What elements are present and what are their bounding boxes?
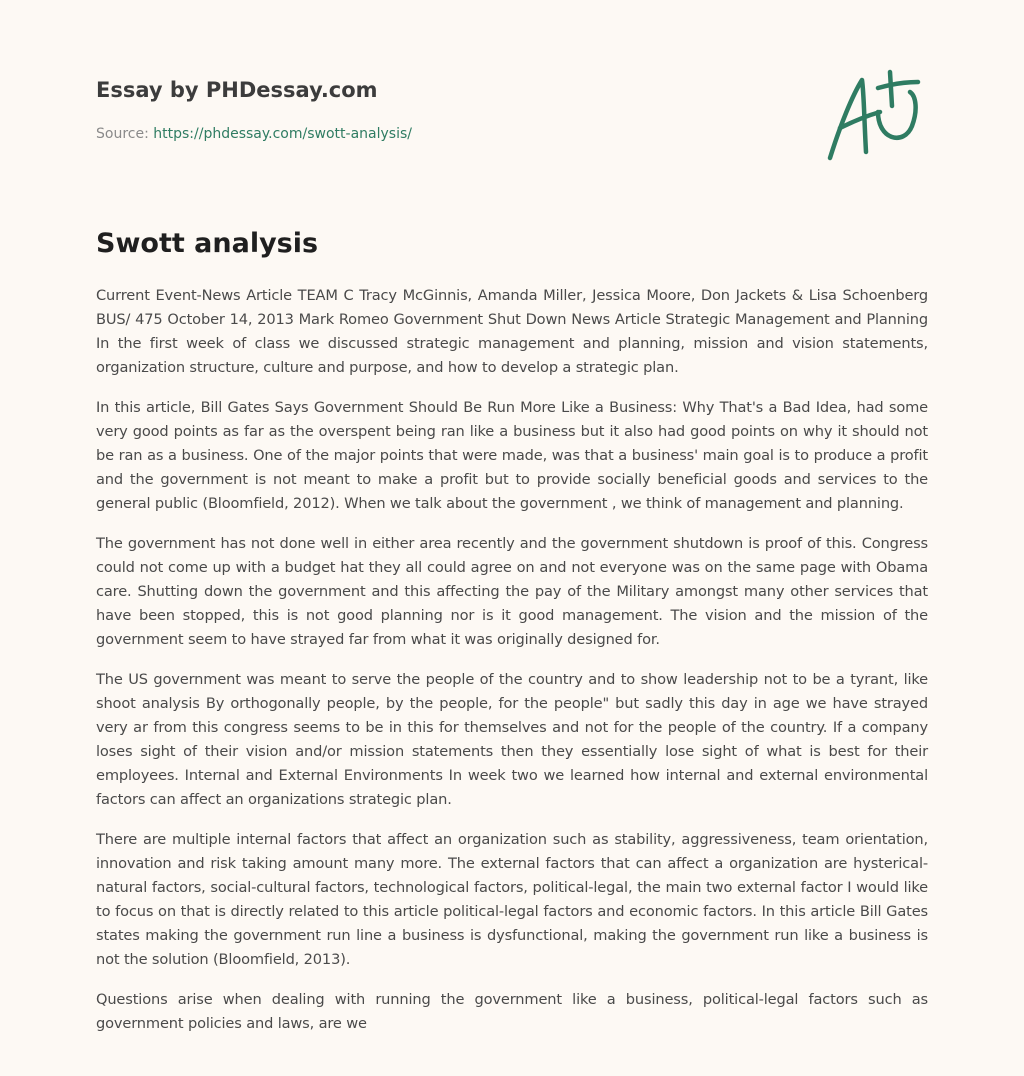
article-paragraph: The US government was meant to serve the people of the country and to show leadership not to be a tyrant, like shoot analysis By orthogonally people, by the people, for the people" but sadly this day in age we have strayed very ar from this congress seems to be in this for themselves and not for the people of the country. If a company loses sight of their vision and/or mission statements then they essentially lose sight of what is best for their employees. Internal and External Environments In week two we learned how internal and external environmental factors can affect an organizations strategic plan. xyxy=(96,671,928,808)
article-paragraph: There are multiple internal factors that affect an organization such as stability, aggressiveness, team orientation, innovation and risk taking amount many more. The external factors that can affect a organization are hysterical-natural factors, social-cultural factors, technological factors, political-legal, the main two external factor I would like to focus on that is directly related to this article political-legal factors and economic factors. In this article Bill Gates states making the government run line a business is dysfunctional, making the government run like a business is not the solution (Bloomfield, 2013). xyxy=(96,831,928,968)
article-paragraph: Current Event-News Article TEAM C Tracy McGinnis, Amanda Miller, Jessica Moore, Don Jackets & Lisa Schoenberg BUS/ 475 October 14, 2013 Mark Romeo Government Shut Down News Article Strategic Management and Planning In the first week of class we discussed strategic management and planning, mission and vision statements, organization structure, culture and purpose, and how to develop a strategic plan. xyxy=(96,287,928,376)
source-label: Source: xyxy=(96,126,149,142)
brand-title: Essay by PHDessay.com xyxy=(96,78,378,102)
article-body xyxy=(96,284,928,1052)
a-plus-logo-icon xyxy=(822,66,932,166)
source-line xyxy=(96,124,928,144)
site-header xyxy=(96,76,928,144)
source-link[interactable]: https://phdessay.com/swott-analysis/ xyxy=(153,126,412,142)
article-title: Swott analysis xyxy=(96,228,319,259)
article-paragraph: The government has not done well in either area recently and the government shutdown is proof of this. Congress could not come up with a budget hat they all could agree on and not everyone was on the same page with Obama care. Shutting down the government and this affecting the pay of the Military amongst many other services that have been stopped, this is not good planning nor is it good management. The vision and the mission of the government seem to have strayed far from what it was originally designed for. xyxy=(96,535,928,648)
article-paragraph: Questions arise when dealing with running the government like a business, political-legal factors such as government policies and laws, are we xyxy=(96,991,928,1032)
article-paragraph: In this article, Bill Gates Says Government Should Be Run More Like a Business: Why That's a Bad Idea, had some very good points as far as the overspent being ran like a business but it also had good points on why it should not be ran as a business. One of the major points that were made, was that a business' main goal is to produce a profit and the government is not meant to make a profit but to provide socially beneficial goods and services to the general public (Bloomfield, 2012). When we talk about the government , we think of management and planning. xyxy=(96,399,928,512)
